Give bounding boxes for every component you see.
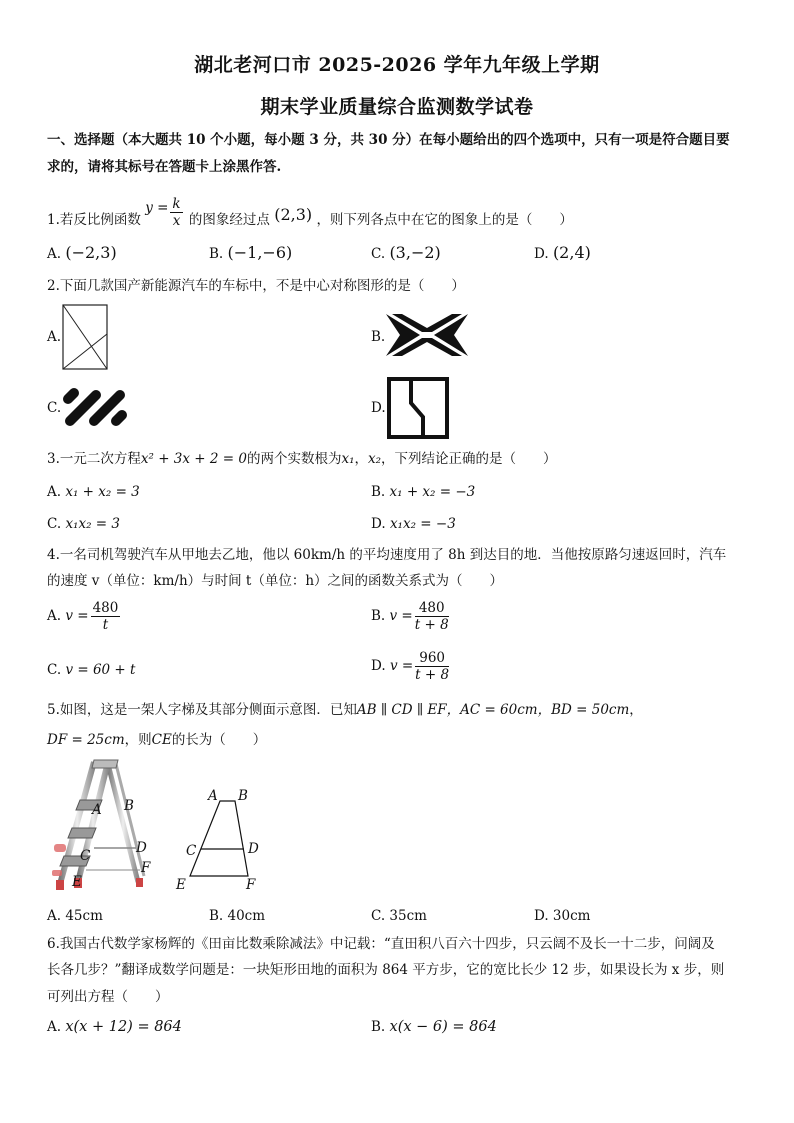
q3-option-b-label: B. xyxy=(371,484,386,500)
q3-option-c[interactable] xyxy=(47,514,120,534)
q3-option-d-value: x₁x₂ = −3 xyxy=(389,516,456,532)
diagram-label-f: F xyxy=(246,877,256,893)
q5-line2-end: 的长为（ ） xyxy=(171,732,267,748)
q5-option-b[interactable]: B. 40cm xyxy=(209,908,266,924)
q4-option-d-label: D. xyxy=(371,658,386,674)
q3-option-b[interactable] xyxy=(371,482,475,502)
q2-option-c-label[interactable]: C. xyxy=(47,400,62,416)
q1-prefix: 1.若反比例函数 xyxy=(47,212,141,228)
section1-heading-line1: 一、选择题（本大题共 10 个小题，每小题 3 分，共 30 分）在每小题给出的四个选项中，只有一项是符合题目要 xyxy=(47,132,730,148)
q5-option-c[interactable]: C. 35cm xyxy=(371,908,427,924)
q3-option-b-value: x₁ + x₂ = −3 xyxy=(389,484,476,500)
photo-label-b: B xyxy=(124,798,134,814)
q1-option-c-value: (3,−2) xyxy=(389,243,441,262)
q3-option-a-label: A. xyxy=(47,484,62,500)
diagram-label-c: C xyxy=(186,843,197,859)
q4-option-b-lhs: v = xyxy=(389,608,413,624)
q4-option-a-frac xyxy=(91,600,121,633)
photo-label-c: C xyxy=(80,848,91,864)
ladder-trapezoid-diagram xyxy=(186,798,258,878)
q1-option-c[interactable] xyxy=(371,243,441,264)
q5-ac: ，AC = 60cm xyxy=(446,702,538,718)
q3-root2: x₂ xyxy=(368,451,382,467)
q1-point: (2,3) xyxy=(274,205,313,224)
q1-func-lhs: y = xyxy=(145,200,169,216)
q4-option-a-label: A. xyxy=(47,608,62,624)
q5-df: DF = 25cm xyxy=(47,732,125,748)
photo-label-d: D xyxy=(136,840,147,856)
q2-logo-b-icon xyxy=(386,311,468,359)
q1-option-a-value: (−2,3) xyxy=(65,243,117,262)
q3-option-d-label: D. xyxy=(371,516,386,532)
q5-stem-line1 xyxy=(47,700,643,720)
q1-stem xyxy=(47,196,573,237)
q5-rest: ，则 xyxy=(124,732,152,748)
q4-option-b-label: B. xyxy=(371,608,386,624)
photo-label-a: A xyxy=(92,802,102,818)
q5-option-a[interactable]: A. 45cm xyxy=(47,908,103,924)
q4-option-b-den: t + 8 xyxy=(414,617,449,633)
q4-option-b-num: 480 xyxy=(415,600,449,617)
q1-option-c-label: C. xyxy=(371,246,386,262)
q3-option-a-value: x₁ + x₂ = 3 xyxy=(65,484,140,500)
diagram-label-e: E xyxy=(176,877,186,893)
q2-option-b-label[interactable]: B. xyxy=(371,329,386,345)
q1-mid: 的图象经过点 xyxy=(188,212,270,228)
q1-option-b-value: (−1,−6) xyxy=(227,243,293,262)
q5-bd: ，BD = 50cm xyxy=(537,702,630,718)
q6-option-a-label: A. xyxy=(47,1019,62,1035)
q3-stem xyxy=(47,449,557,469)
q6-option-b-label: B. xyxy=(371,1019,386,1035)
q4-option-a-den: t xyxy=(102,617,109,633)
q1-option-b[interactable] xyxy=(209,243,292,264)
q4-stem-line2: 的速度 v（单位：km/h）与时间 t（单位：h）之间的函数关系式为（ ） xyxy=(47,573,504,589)
q1-func-den: x xyxy=(172,213,181,229)
photo-label-f: F xyxy=(141,860,151,876)
q2-logo-c-icon xyxy=(60,385,130,429)
q1-suffix: ，则下列各点中在它的图象上的是（ ） xyxy=(316,212,573,228)
q2-logo-d-icon xyxy=(387,377,449,439)
q4-option-d[interactable] xyxy=(371,650,451,683)
q3-suffix: ，下列结论正确的是（ ） xyxy=(381,451,557,467)
diagram-label-a: A xyxy=(208,788,218,804)
exam-title-line1: 湖北老河口市 2025-2026 学年九年级上学期 xyxy=(194,54,600,76)
q3-option-d[interactable] xyxy=(371,514,456,534)
photo-label-e: E xyxy=(72,874,82,890)
q5-ce: CE xyxy=(151,732,172,748)
q6-option-a-value: x(x + 12) = 864 xyxy=(65,1019,182,1035)
q4-option-b-frac xyxy=(415,600,449,633)
q6-stem-line3: 可列出方程（ ） xyxy=(47,989,169,1005)
q5-prefix: 5.如图，这是一架人字梯及其部分侧面示意图．已知 xyxy=(47,702,357,718)
q2-option-a-label[interactable]: A. xyxy=(47,329,62,345)
q1-option-a[interactable] xyxy=(47,243,117,264)
q4-option-d-den: t + 8 xyxy=(415,667,450,683)
q1-option-d-value: (2,4) xyxy=(552,243,591,262)
q1-option-d[interactable] xyxy=(534,243,591,264)
q5-line1-end: ， xyxy=(629,702,643,718)
q4-option-a[interactable] xyxy=(47,600,122,633)
q4-option-d-frac xyxy=(415,650,449,683)
q4-option-c-label: C. xyxy=(47,662,62,678)
q6-option-a[interactable] xyxy=(47,1017,182,1037)
q1-option-b-label: B. xyxy=(209,246,224,262)
q4-option-d-num: 960 xyxy=(415,650,449,667)
section1-heading-line2: 求的，请将其标号在答题卡上涂黑作答. xyxy=(47,159,282,175)
q6-option-b-value: x(x − 6) = 864 xyxy=(389,1019,497,1035)
q3-equation: x² + 3x + 2 = 0 xyxy=(140,451,247,467)
q1-option-d-label: D. xyxy=(534,246,549,262)
diagram-label-d: D xyxy=(248,841,259,857)
q2-logo-a-icon xyxy=(62,304,108,370)
q4-option-d-lhs: v = xyxy=(389,658,414,674)
q1-option-a-label: A. xyxy=(47,246,62,262)
q6-option-b[interactable] xyxy=(371,1017,497,1037)
q1-func-frac xyxy=(170,196,182,229)
exam-title-line2: 期末学业质量综合监测数学试卷 xyxy=(260,96,534,118)
q3-root1: x₁ xyxy=(341,451,355,467)
q3-prefix: 3.一元二次方程 xyxy=(47,451,141,467)
q5-option-d[interactable]: D. 30cm xyxy=(534,908,591,924)
q3-mid: 的两个实数根为 xyxy=(246,451,342,467)
q4-option-b[interactable] xyxy=(371,600,451,633)
q5-stem-line2 xyxy=(47,730,266,750)
q4-option-a-num: 480 xyxy=(92,600,119,616)
q1-func-num: k xyxy=(172,196,181,212)
q2-stem: 2.下面几款国产新能源汽车的车标中，不是中心对称图形的是（ ） xyxy=(47,278,465,294)
q4-option-a-lhs: v = xyxy=(65,608,89,624)
q5-condition: AB ∥ CD ∥ EF xyxy=(356,702,447,718)
q6-stem-line1: 6.我国古代数学家杨辉的《田亩比数乘除减法》中记载：“直田积八百六十四步，只云阔不及长一十二步，问阔及 xyxy=(47,936,715,952)
q3-sep: ， xyxy=(354,451,369,467)
q3-option-a[interactable] xyxy=(47,482,140,502)
q3-option-c-value: x₁x₂ = 3 xyxy=(65,516,120,532)
q4-option-c-value: v = 60 + t xyxy=(65,662,136,678)
q3-option-c-label: C. xyxy=(47,516,62,532)
q6-stem-line2: 长各几步？”翻译成数学问题是：一块矩形田地的面积为 864 平方步，它的宽比长少 12 步，如果设长为 x 步，则 xyxy=(47,962,725,978)
diagram-label-b: B xyxy=(238,788,248,804)
q4-stem-line1: 4.一名司机驾驶汽车从甲地去乙地，他以 60km/h 的平均速度用了 8h 到达目的地．当他按原路匀速返回时，汽车 xyxy=(47,547,727,563)
q2-option-d-label[interactable]: D. xyxy=(371,400,386,416)
ladder-photo-image xyxy=(50,758,150,892)
q4-option-c[interactable] xyxy=(47,660,135,680)
